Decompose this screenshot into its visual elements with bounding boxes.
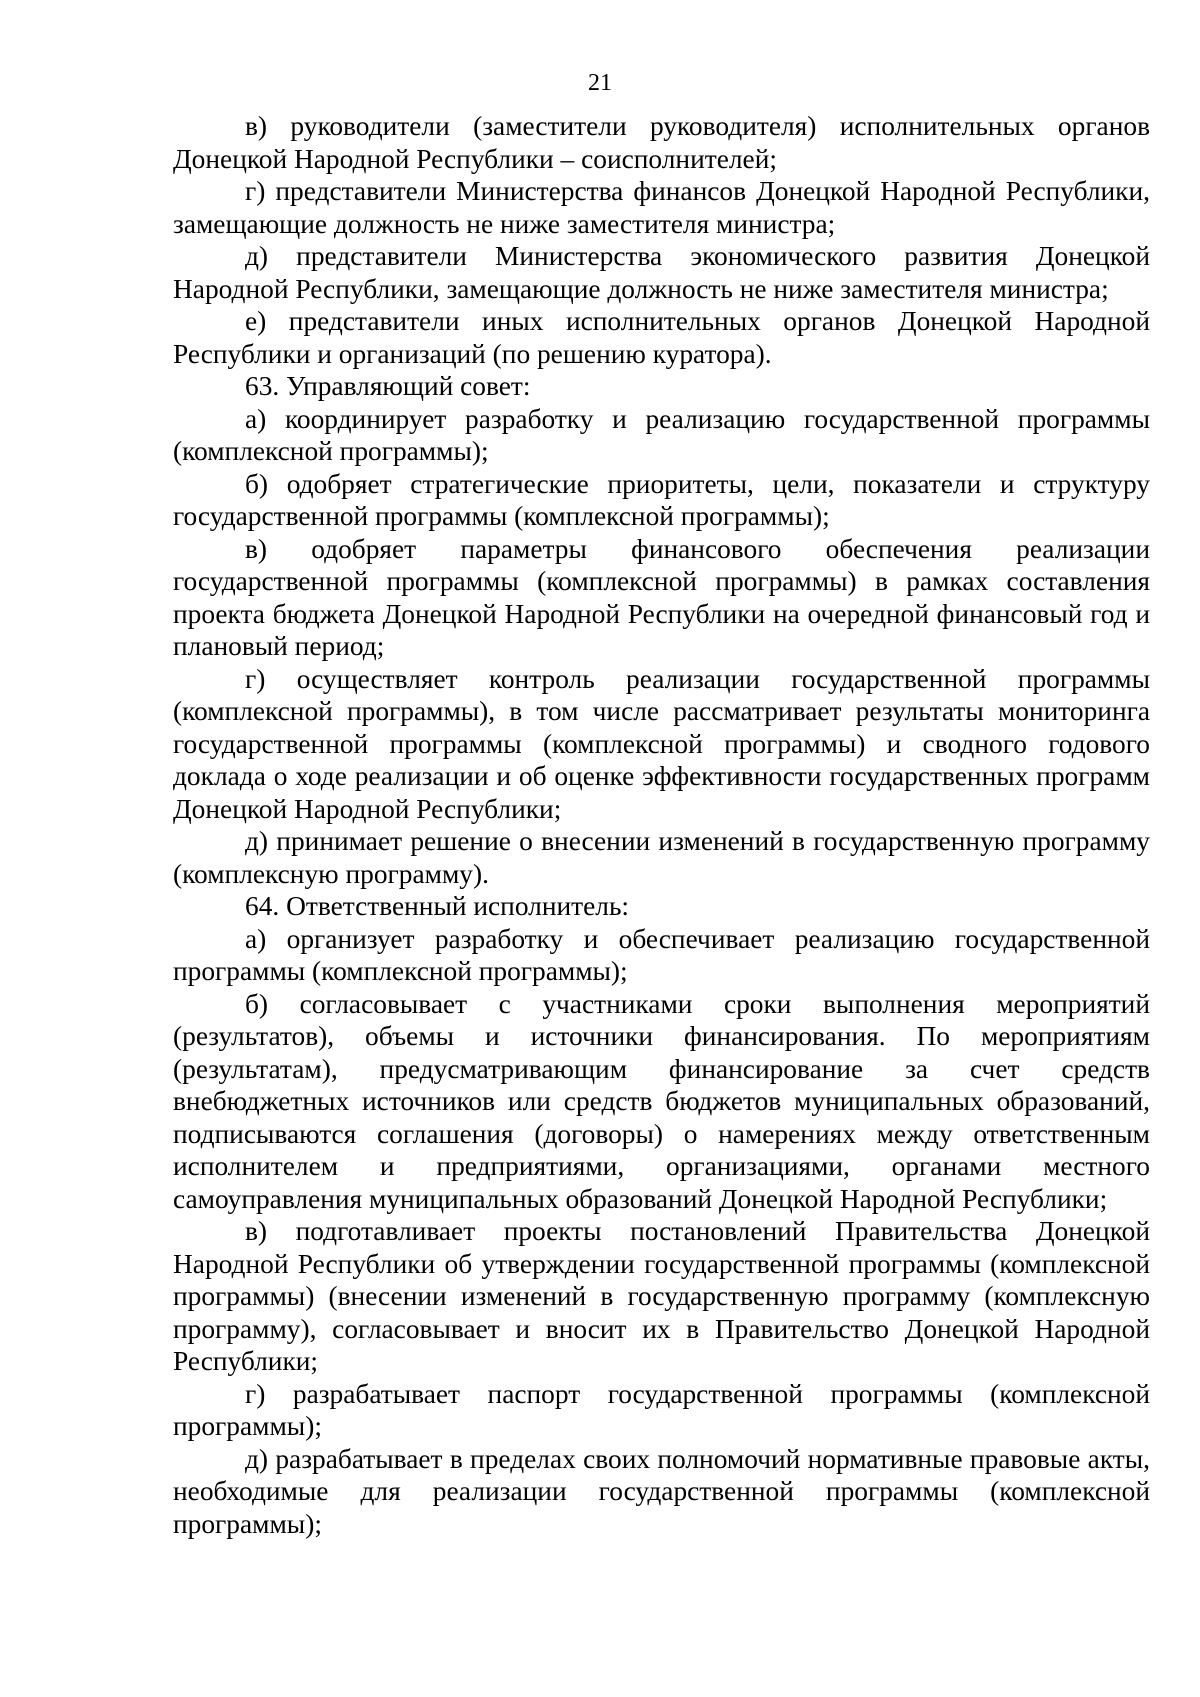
paragraph-62-g: г) представители Министерства финансов Донецкой Народной Республики, замещающие должность не ниже заместителя министра; (173, 176, 1150, 239)
section-64-heading: 64. Ответственный исполнитель: (245, 891, 630, 921)
paragraph-64-a: а) организует разработку и обеспечивает реализацию государственной программы (комплексной программы); (173, 923, 1150, 986)
paragraph-64-v: в) подготавливает проекты постановлений Правительства Донецкой Народной Республики об утверждении государственной программы (комплексной программы) (внесении изменений в государственную программу (комплексную программу), согласовывает и вносит их в Правительство Донецкой Народной Республики; (173, 1216, 1150, 1376)
paragraph-63-a: а) координирует разработку и реализацию государственной программы (комплексной программы); (173, 403, 1150, 466)
paragraph-63-b: б) одобряет стратегические приоритеты, цели, показатели и структуру государственной программы (комплексной программы); (173, 468, 1150, 531)
paragraph-63-v: в) одобряет параметры финансового обеспечения реализации государственной программы (комплексной программы) в рамках составления проекта бюджета Донецкой Народной Республики на очередной финансовый год и плановый период; (173, 533, 1150, 661)
paragraph-64-b: б) согласовывает с участниками сроки выполнения мероприятий (результатов), объемы и источники финансирования. По мероприятиям (результатам), предусматривающим финансирование за счет средств внебюджетных источников или средств бюджетов муниципальных образований, подписываются соглашения (договоры) о намерениях между ответственным исполнителем и предприятиями, организациями, органами местного самоуправления муниципальных образований Донецкой Народной Республики; (173, 988, 1150, 1214)
paragraph-63-d: д) принимает решение о внесении изменений в государственную программу (комплексную программу). (173, 826, 1150, 889)
section-63-heading: 63. Управляющий совет: (245, 371, 531, 401)
document-body (173, 110, 1150, 1540)
paragraph-62-d: д) представители Министерства экономического развития Донецкой Народной Республики, замещающие должность не ниже заместителя министра; (173, 241, 1150, 304)
paragraph-62-e: е) представители иных исполнительных органов Донецкой Народной Республики и организаций (по решению куратора). (173, 306, 1150, 369)
paragraph-62-v: в) руководители (заместители руководителя) исполнительных органов Донецкой Народной Республики – соисполнителей; (173, 111, 1150, 174)
paragraph-64-d: д) разрабатывает в пределах своих полномочий нормативные правовые акты, необходимые для реализации государственной программы (комплексной программы); (173, 1443, 1150, 1539)
page-number: 21 (588, 70, 612, 96)
paragraph-64-g: г) разрабатывает паспорт государственной программы (комплексной программы); (173, 1378, 1150, 1441)
paragraph-63-g: г) осуществляет контроль реализации государственной программы (комплексной программы), в том числе рассматривает результаты мониторинга государственной программы (комплексной программы) и сводного годового доклада о ходе реализации и об оценке эффективности государственных программ Донецкой Народной Республики; (173, 663, 1150, 824)
